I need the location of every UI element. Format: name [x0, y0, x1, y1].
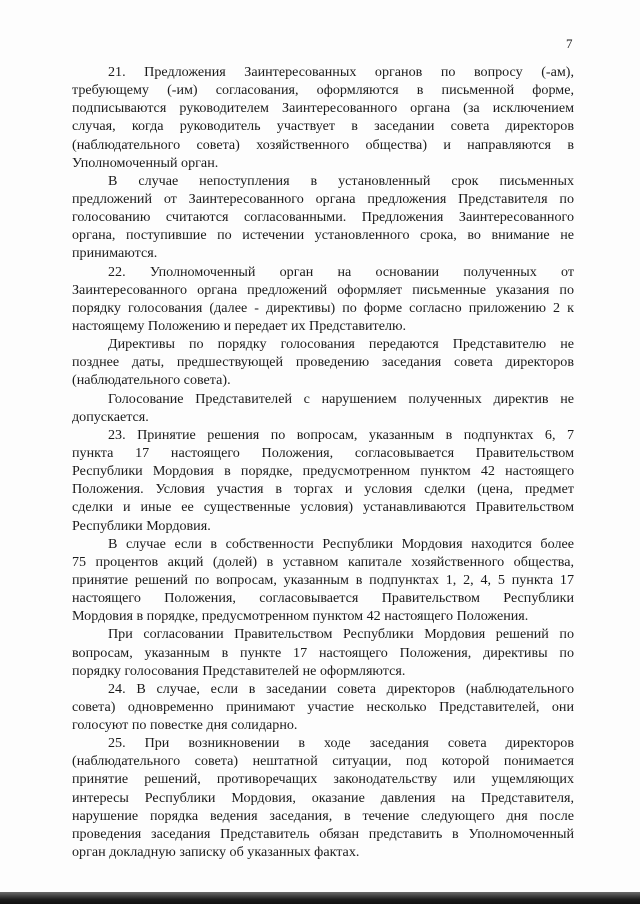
text-line: 25. При возникновении в ходе заседания совета директоров — [108, 735, 574, 752]
text-line: пункта 17 настоящего Положения, согласовывается Правительством — [72, 444, 574, 461]
text-line: орган докладную записку об указанных фактах. — [72, 844, 360, 861]
text-line: принятие решений по вопросам, указанным в подпунктах 1, 2, 4, 5 пункта 17 — [72, 571, 574, 588]
text-line: настоящего Положения, согласовывается Правительством Республики — [72, 590, 574, 607]
text-line: порядку голосования (далее - директивы) по форме согласно приложению 2 к — [72, 299, 574, 316]
text-line: 22. Уполномоченный орган на основании полученных от — [108, 263, 574, 280]
text-line: Мордовия в порядке, предусмотренном пунктом 42 настоящего Положения. — [72, 608, 529, 625]
body-text — [72, 63, 574, 861]
text-line: принятие решений, противоречащих законодательству или ущемляющих — [72, 771, 574, 788]
text-line: случая, когда руководитель участвует в заседании совета директоров — [72, 118, 574, 135]
text-line: голосуют по повестке дня солидарно. — [72, 717, 298, 734]
text-line: порядку голосования Представителей не оформляются. — [72, 662, 406, 679]
text-line: Директивы по порядку голосования передаются Представителю не — [108, 336, 574, 353]
text-line: Республики Мордовия в порядке, предусмотренном пунктом 42 настоящего — [72, 463, 574, 480]
text-line: Положения. Условия участия в торгах и условия сделки (цена, предмет — [72, 481, 574, 498]
text-line: подписываются руководителем Заинтересованного органа (за исключением — [72, 100, 574, 117]
text-line: Республики Мордовия. — [72, 517, 211, 534]
text-line: голосованию считаются согласованными. Предложения Заинтересованного — [72, 209, 574, 226]
text-line: допускается. — [72, 408, 149, 425]
text-line: требующему (-им) согласования, оформляются в письменной форме, — [72, 82, 574, 99]
text-line: (наблюдательного совета) нештатной ситуации, под которой понимается — [72, 753, 574, 770]
text-line: 23. Принятие решения по вопросам, указанным в подпунктах 6, 7 — [108, 426, 574, 443]
text-line: (наблюдательного совета) хозяйственного общества) и направляются в — [72, 136, 574, 153]
text-line: В случае если в собственности Республики Мордовия находится более — [108, 535, 574, 552]
text-line: 24. В случае, если в заседании совета директоров (наблюдательного — [108, 680, 574, 697]
text-line: вопросам, указанным в пункте 17 настоящего Положения, директивы по — [72, 644, 574, 661]
text-line: принимаются. — [72, 245, 158, 262]
text-line: Голосование Представителей с нарушением полученных директив не — [108, 390, 574, 407]
text-line: При согласовании Правительством Республики Мордовия решений по — [108, 626, 574, 643]
text-line: проведения заседания Представитель обязан представить в Уполномоченный — [72, 825, 574, 842]
text-line: В случае непоступления в установленный срок письменных — [108, 172, 574, 189]
text-line: Заинтересованного органа предложений оформляет письменные указания по — [72, 281, 574, 298]
text-line: 21. Предложения Заинтересованных органов по вопросу (-ам), — [108, 64, 574, 80]
text-line: позднее даты, предшествующей проведению заседания совета директоров — [72, 354, 574, 371]
text-line: нарушение порядка ведения заседания, в течение следующего дня после — [72, 807, 574, 824]
text-line: (наблюдательного совета). — [72, 372, 231, 389]
text-line: настоящему Положению и передает их Представителю. — [72, 317, 407, 334]
text-line: Уполномоченный орган. — [72, 154, 219, 171]
text-line: 75 процентов акций (долей) в уставном капитале хозяйственного общества, — [72, 553, 574, 570]
text-line: совета) одновременно принимают участие несколько Представителей, они — [72, 698, 574, 715]
page-number: 7 — [566, 36, 573, 51]
text-line: органа, поступившие по истечении установленного срока, во внимание не — [72, 227, 574, 244]
text-line: сделки и иные ее существенные условия) устанавливаются Правительством — [72, 499, 574, 516]
text-line: предложений от Заинтересованного органа предложения Представителя по — [72, 190, 574, 207]
text-line: интересы Республики Мордовия, оказание давления на Представителя, — [72, 789, 574, 806]
